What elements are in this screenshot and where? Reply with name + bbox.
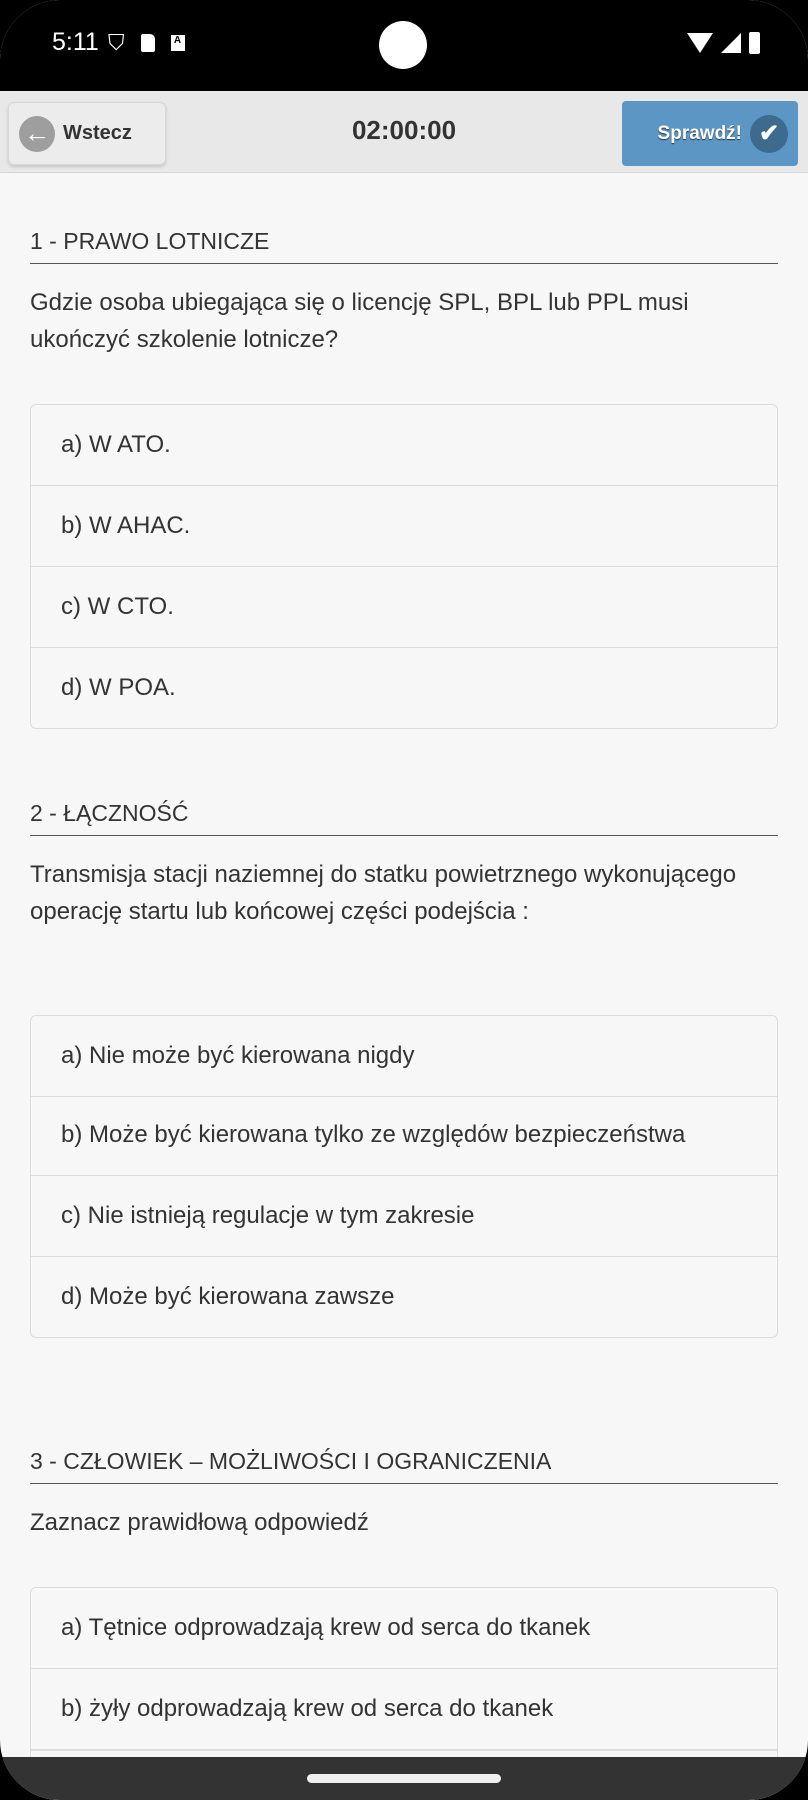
option[interactable]: b) Może być kierowana tylko ze względów bezpieczeństwa [31, 1097, 777, 1176]
checkmark-icon: ✔ [750, 115, 788, 153]
question-2-category: 2 - ŁĄCZNOŚĆ [30, 800, 778, 836]
check-label: Sprawdź! [657, 122, 742, 144]
toolbar [0, 91, 808, 173]
signal-icon [721, 33, 741, 53]
question-1-text: Gdzie osoba ubiegająca się o licencję SPL, BPL lub PPL musi ukończyć szkolenie lotnicze? [30, 289, 689, 353]
option[interactable]: a) Nie może być kierowana nigdy [31, 1016, 777, 1097]
a-notification-icon: A [171, 35, 185, 51]
option[interactable]: a) W ATO. [31, 405, 777, 486]
status-time: 5:11 [52, 28, 99, 56]
timer: 02:00:00 [351, 115, 457, 145]
question-2-text: Transmisja stacji naziemnej do statku powietrznego wykonującego operację startu lub końcowej części podejścia : [30, 861, 737, 925]
option[interactable]: b) żyły odprowadzają krew od serca do tkanek [31, 1669, 777, 1750]
wifi-icon [687, 33, 713, 53]
question-1-options [30, 404, 778, 729]
option[interactable]: b) W AHAC. [31, 486, 777, 567]
question-2-options [30, 1015, 778, 1338]
option[interactable]: d) W POA. [61, 674, 176, 701]
option[interactable]: c) Nie istnieją regulacje w tym zakresie [31, 1176, 777, 1257]
question-3-text: Zaznacz prawidłową odpowiedź [30, 1509, 369, 1536]
back-label: Wstecz [63, 122, 132, 144]
battery-icon [749, 32, 760, 54]
shield-icon: ⛉ [108, 30, 125, 55]
check-button[interactable] [622, 101, 798, 166]
camera-cutout [379, 21, 427, 69]
option[interactable]: c) W CTO. [31, 567, 777, 648]
question-3-category: 3 - CZŁOWIEK – MOŻLIWOŚCI I OGRANICZENIA [30, 1448, 778, 1484]
sd-card-icon [141, 34, 155, 52]
status-bar [0, 0, 808, 91]
home-gesture-handle[interactable] [307, 1774, 501, 1783]
option[interactable]: a) Tętnice odprowadzają krew od serca do tkanek [31, 1588, 777, 1669]
option[interactable]: d) Może być kierowana zawsze [61, 1283, 395, 1310]
question-1-category: 1 - PRAWO LOTNICZE [30, 228, 778, 264]
arrow-left-icon: ← [19, 116, 55, 152]
